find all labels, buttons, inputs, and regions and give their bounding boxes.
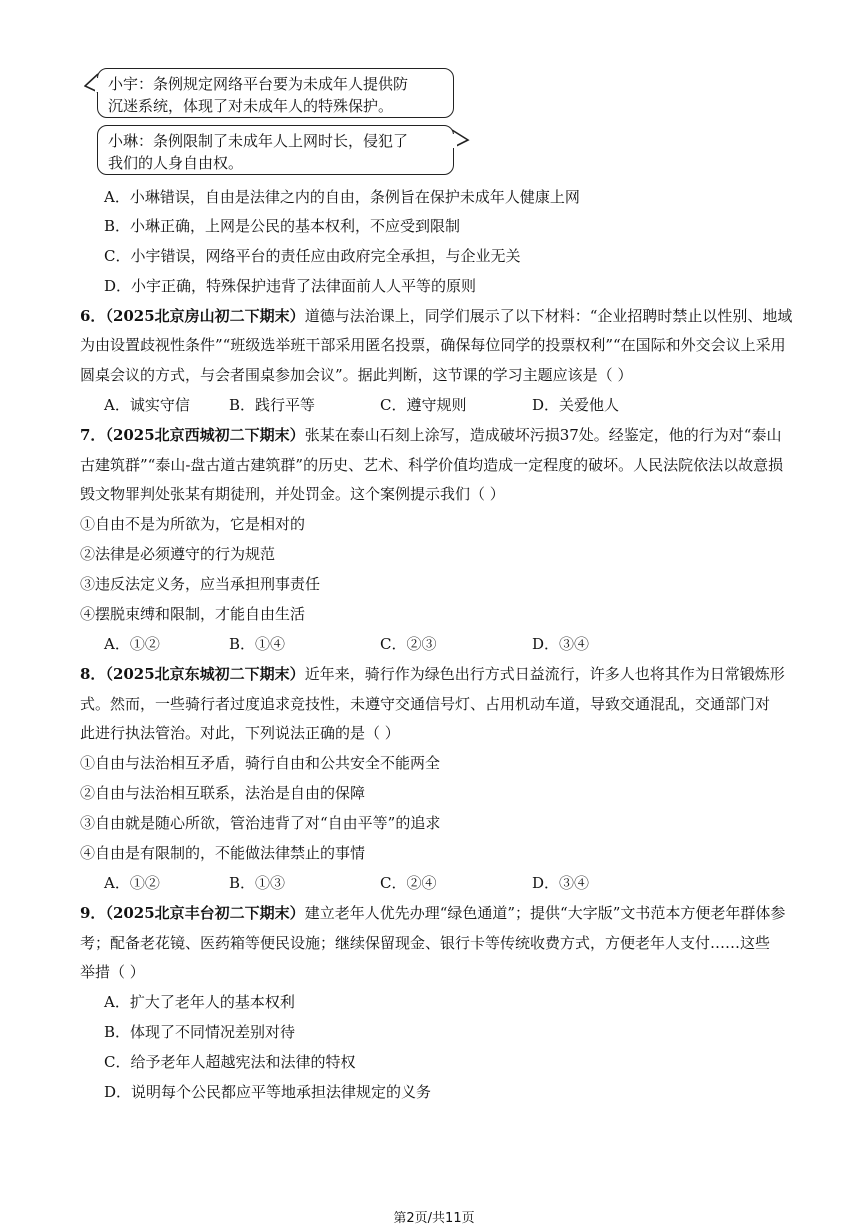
q8-option-b: B．①③ [229,874,286,892]
q7-statement-4: ④摆脱束缚和限制，才能自由生活 [80,605,306,623]
q9-option-a: A．扩大了老年人的基本权利 [104,993,295,1011]
q6-option-d: D．关爱他人 [532,396,620,414]
page-footer: 第2页/共11页 [393,1211,475,1226]
q7-number: 7． [80,426,106,444]
q8-stem-line [80,664,785,684]
bubble-tail-left-cover [95,78,101,92]
bubble-line: 我们的人身自由权。 [108,154,244,172]
q7-text: 张某在泰山石刻上涂写，造成破坏污损37处。经鉴定，他的行为对“泰山 [304,426,782,444]
bubble-line: 沉迷系统，体现了对未成年人的特殊保护。 [108,97,394,115]
q6-text: 道德与法治课上，同学们展示了以下材料：“企业招聘时禁止以性别、地域 [304,307,793,325]
q9-stem-line [80,903,785,923]
bubble-line: 小琳：条例限制了未成年人上网时长，侵犯了 [108,132,409,150]
q5-option-a: A．小琳错误，自由是法律之内的自由，条例旨在保护未成年人健康上网 [104,188,580,206]
q6-option-b: B．践行平等 [229,396,316,414]
q5-option-b: B．小琳正确，上网是公民的基本权利，不应受到限制 [104,217,461,235]
q7-option-c: C．②③ [380,635,437,653]
q9-number: 9． [80,904,106,922]
q9-option-d: D．说明每个公民都应平等地承担法律规定的义务 [104,1083,432,1101]
q8-number: 8． [80,665,106,683]
bubble-line: 小宇：条例规定网络平台要为未成年人提供防 [108,75,409,93]
q7-statement-3: ③违反法定义务，应当承担刑事责任 [80,575,321,593]
q6-option-a: A．诚实守信 [104,396,190,414]
q8-option-c: C．②④ [380,874,437,892]
q9-stem-line: 考；配备老花镜、医药箱等便民设施；继续保留现金、银行卡等传统收费方式，方便老年人支付……这些 [80,934,771,952]
q5-option-c: C．小宇错误，网络平台的责任应由政府完全承担，与企业无关 [104,247,521,265]
q7-option-d: D．③④ [532,635,590,653]
q8-statement-3: ③自由就是随心所欲，管治违背了对“自由平等”的追求 [80,814,441,832]
q8-text: 近年来，骑行作为绿色出行方式日益流行，许多人也将其作为日常锻炼形 [304,665,785,683]
q6-number: 6． [80,307,106,325]
q8-option-d: D．③④ [532,874,590,892]
q6-source: （2025北京房山初二下期末） [105,307,305,325]
bubble-tail-right-cover [451,134,457,148]
q7-stem-line: 古建筑群”“泰山-盘古道古建筑群”的历史、艺术、科学价值均造成一定程度的破坏。人民法院依法以故意损 [80,456,784,474]
q8-option-a: A．①② [104,874,160,892]
q6-stem-line [80,306,792,326]
speech-bubble-xiaoyu [97,68,454,118]
q7-statement-2: ②法律是必须遵守的行为规范 [80,545,276,563]
q8-statement-4: ④自由是有限制的，不能做法律禁止的事情 [80,844,366,862]
q6-stem-line: 为由设置歧视性条件”“班级选举班干部采用匿名投票，确保每位同学的投票权利”“在国际和外交会议上采用 [80,336,786,354]
q9-option-b: B．体现了不同情况差别对待 [104,1023,296,1041]
q5-option-d: D．小宇正确，特殊保护违背了法律面前人人平等的原则 [104,277,477,295]
q8-stem-line: 式。然而，一些骑行者过度追求竞技性，未遵守交通信号灯、占用机动车道，导致交通混乱，交通部门对 [80,695,771,713]
q7-stem-line [80,425,781,445]
q7-stem-line: 毁文物罪判处张某有期徒刑，并处罚金。这个案例提示我们（ ） [80,485,505,503]
q9-text: 建立老年人优先办理“绿色通道”；提供“大字版”文书范本方便老年群体参 [304,904,786,922]
q6-stem-line: 圆桌会议的方式，与会者围桌参加会议”。据此判断，这节课的学习主题应该是（ ） [80,366,633,384]
q6-option-c: C．遵守规则 [380,396,467,414]
q7-option-a: A．①② [104,635,160,653]
speech-bubble-xiaolin [97,125,454,175]
q7-source: （2025北京西城初二下期末） [105,426,305,444]
q7-option-b: B．①④ [229,635,286,653]
q8-statement-2: ②自由与法治相互联系，法治是自由的保障 [80,784,366,802]
q7-statement-1: ①自由不是为所欲为，它是相对的 [80,515,306,533]
q8-stem-line: 此进行执法管治。对此，下列说法正确的是（ ） [80,724,400,742]
q8-statement-1: ①自由与法治相互矛盾，骑行自由和公共安全不能两全 [80,754,441,772]
q9-stem-line: 举措（ ） [80,963,145,981]
q8-source: （2025北京东城初二下期末） [105,665,305,683]
q9-option-c: C．给予老年人超越宪法和法律的特权 [104,1053,356,1071]
q9-source: （2025北京丰台初二下期末） [105,904,305,922]
